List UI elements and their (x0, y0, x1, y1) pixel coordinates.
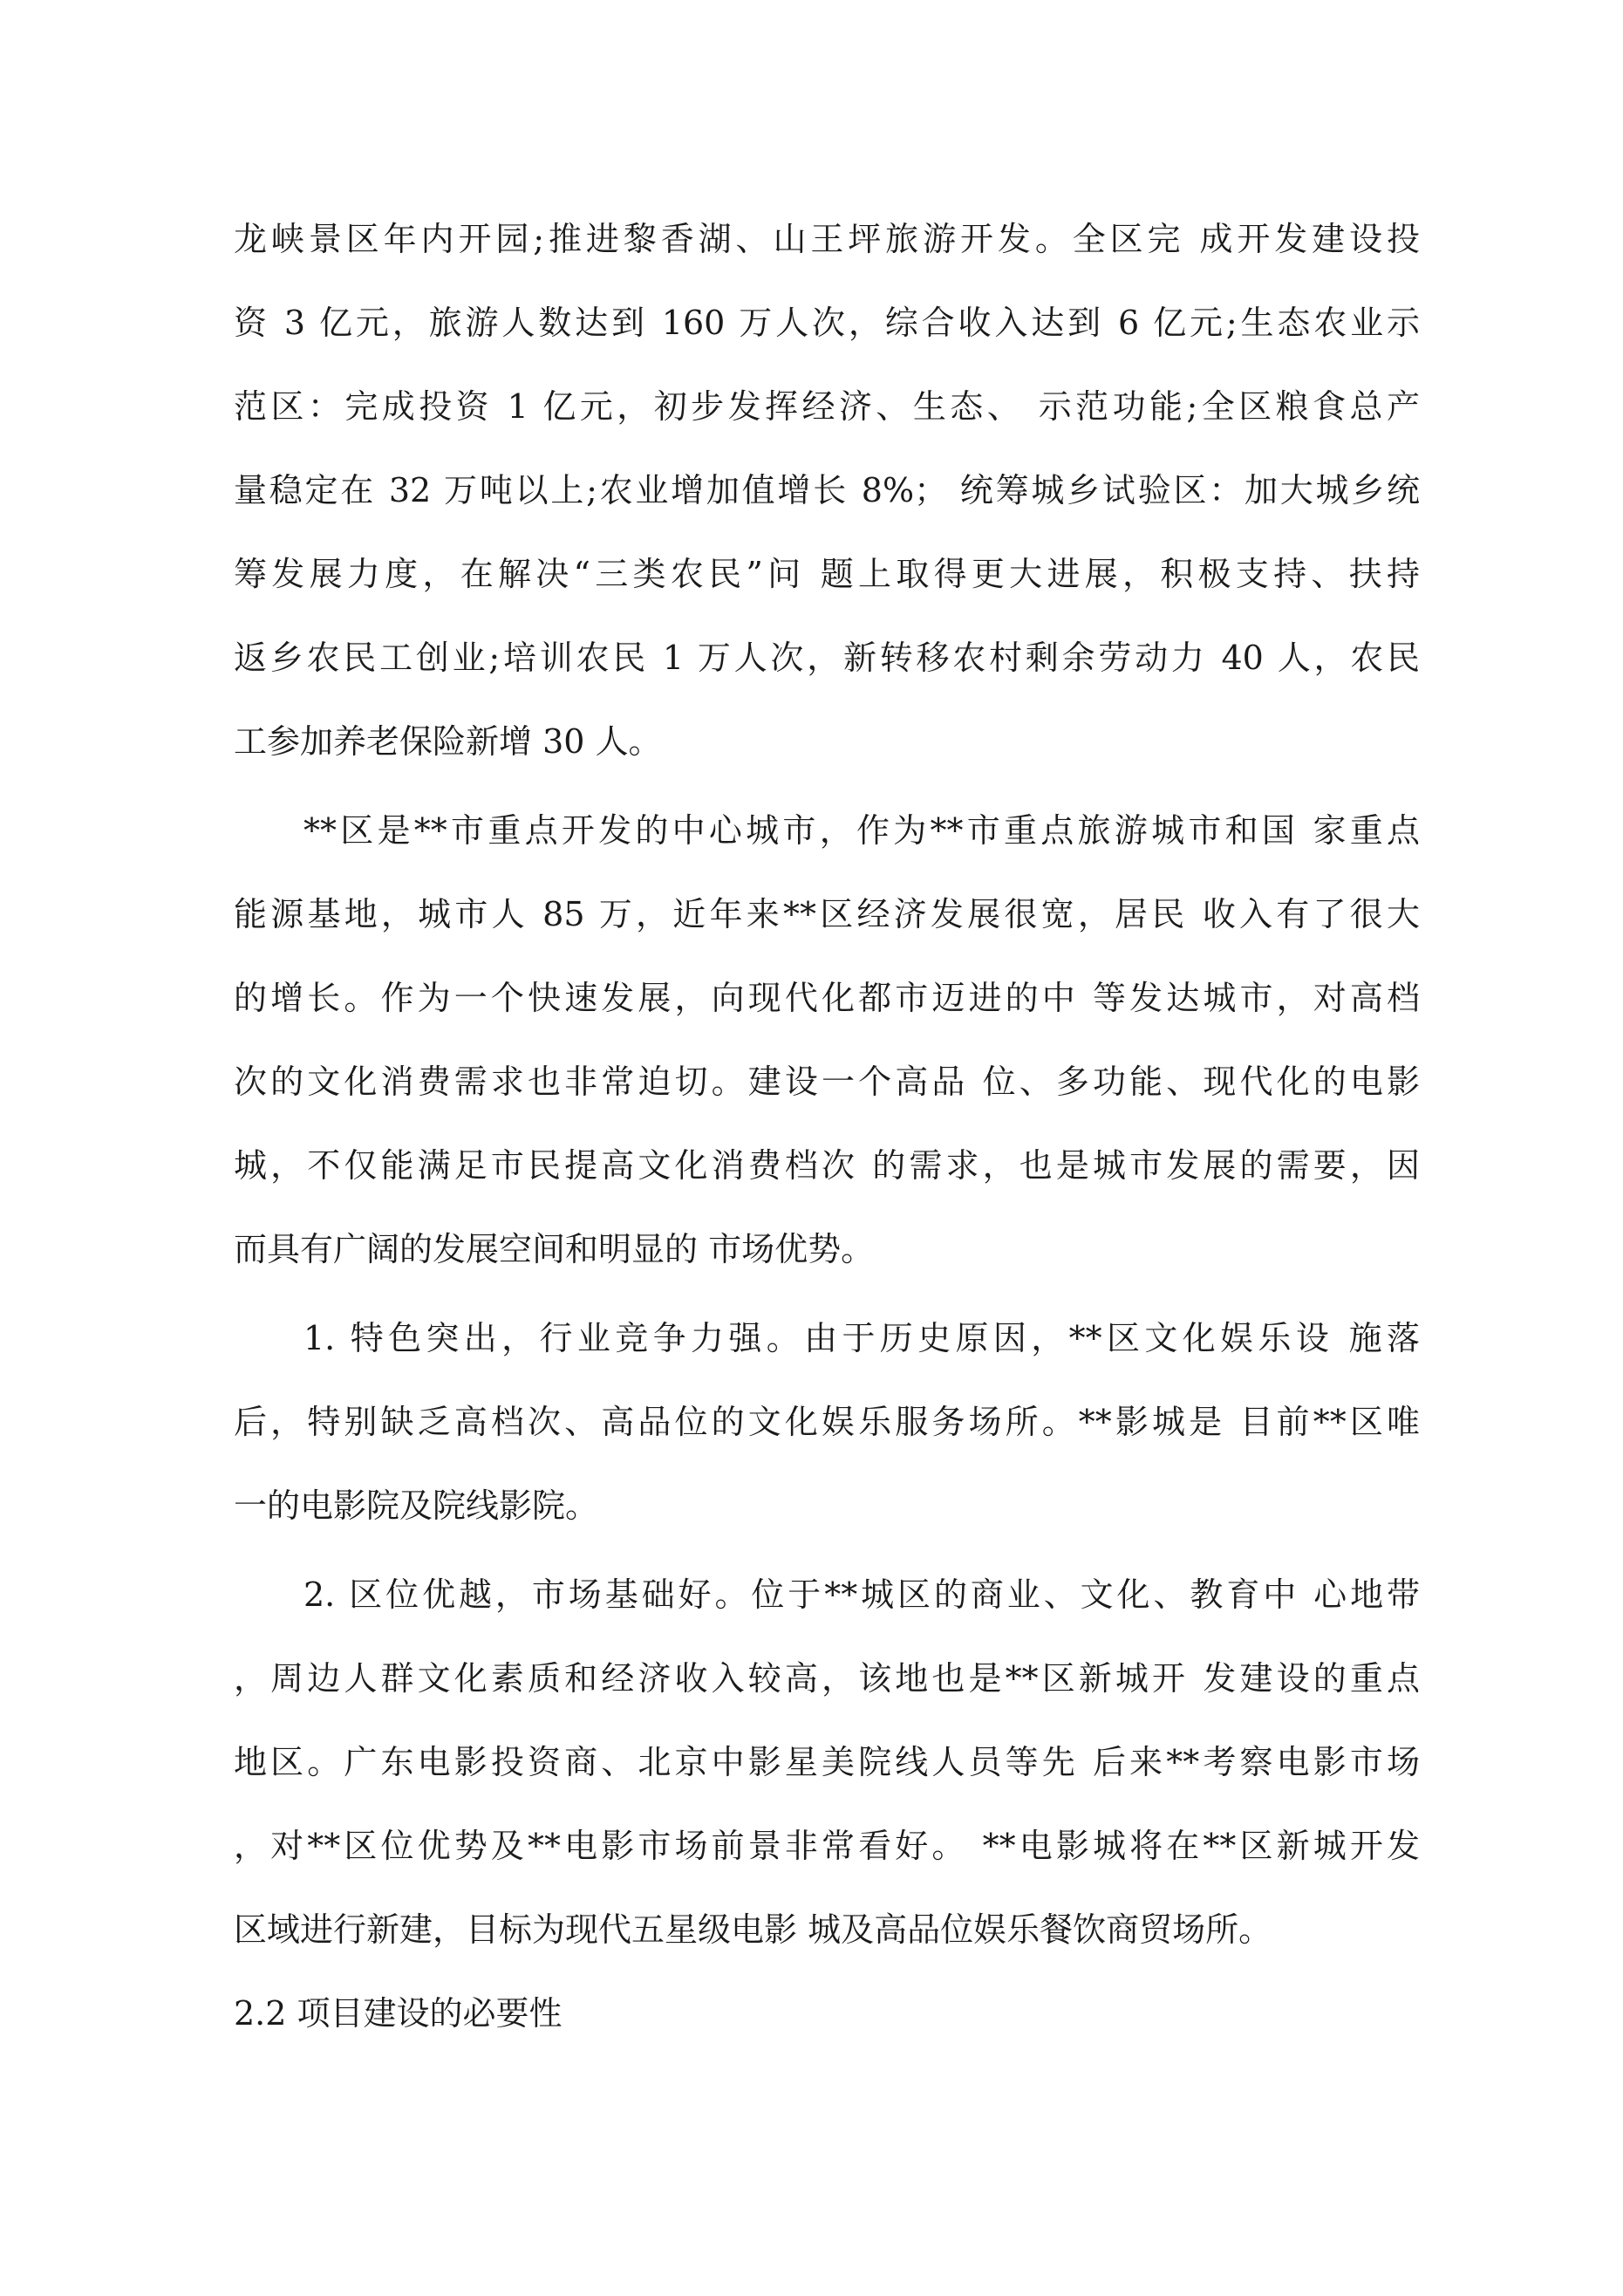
paragraph-line: 筹发展力度，在解决“三类农民”问 题上取得更大进展，积极支持、扶持 (234, 555, 1420, 593)
paragraph-line: 工参加养老保险新增 30 人。 (234, 722, 662, 761)
section-heading: 2.2 项目建设的必要性 (234, 1994, 563, 2033)
paragraph-line: 而具有广阔的发展空间和明显的 市场优势。 (234, 1230, 875, 1268)
paragraph-line: ，周边人群文化素质和经济收入较高，该地也是**区新城开 发建设的重点 (234, 1659, 1420, 1698)
paragraph-line: 次的文化消费需求也非常迫切。建设一个高品 位、多功能、现代化的电影 (234, 1063, 1420, 1101)
paragraph-line: 的增长。作为一个快速发展，向现代化都市迈进的中 等发达城市，对高档 (234, 979, 1420, 1017)
paragraph-line: 量稳定在 32 万吨以上;农业增加值增长 8%； 统筹城乡试验区：加大城乡统 (234, 471, 1420, 509)
paragraph-line: 后，特别缺乏高档次、高品位的文化娱乐服务场所。**影城是 目前**区唯 (234, 1403, 1420, 1441)
paragraph-line: 范区：完成投资 1 亿元，初步发挥经济、生态、 示范功能;全区粮食总产 (234, 387, 1420, 426)
paragraph-line: 龙峡景区年内开园;推进黎香湖、山王坪旅游开发。全区完 成开发建设投 (234, 220, 1420, 258)
paragraph-line: 资 3 亿元，旅游人数达到 160 万人次，综合收入达到 6 亿元;生态农业示 (234, 304, 1420, 342)
paragraph-line: 能源基地，城市人 85 万，近年来**区经济发展很宽，居民 收入有了很大 (234, 895, 1420, 933)
paragraph-line: 一的电影院及院线影院。 (234, 1486, 599, 1525)
paragraph-line: 返乡农民工创业;培训农民 1 万人次，新转移农村剩余劳动力 40 人，农民 (234, 639, 1420, 677)
paragraph-line: 2. 区位优越，市场基础好。位于**城区的商业、文化、教育中 心地带 (303, 1575, 1420, 1614)
paragraph-line: 城，不仅能满足市民提高文化消费档次 的需求，也是城市发展的需要，因 (234, 1146, 1420, 1185)
paragraph-line: 地区。广东电影投资商、北京中影星美院线人员等先 后来**考察电影市场 (234, 1743, 1420, 1781)
paragraph-line: 1. 特色突出，行业竞争力强。由于历史原因，**区文化娱乐设 施落 (303, 1319, 1420, 1357)
paragraph-line: 区域进行新建，目标为现代五星级电影 城及高品位娱乐餐饮商贸场所。 (234, 1910, 1272, 1949)
paragraph-line: **区是**市重点开发的中心城市，作为**市重点旅游城市和国 家重点 (303, 811, 1420, 850)
paragraph-line: ，对**区位优势及**电影市场前景非常看好。 **电影城将在**区新城开发 (234, 1827, 1420, 1865)
